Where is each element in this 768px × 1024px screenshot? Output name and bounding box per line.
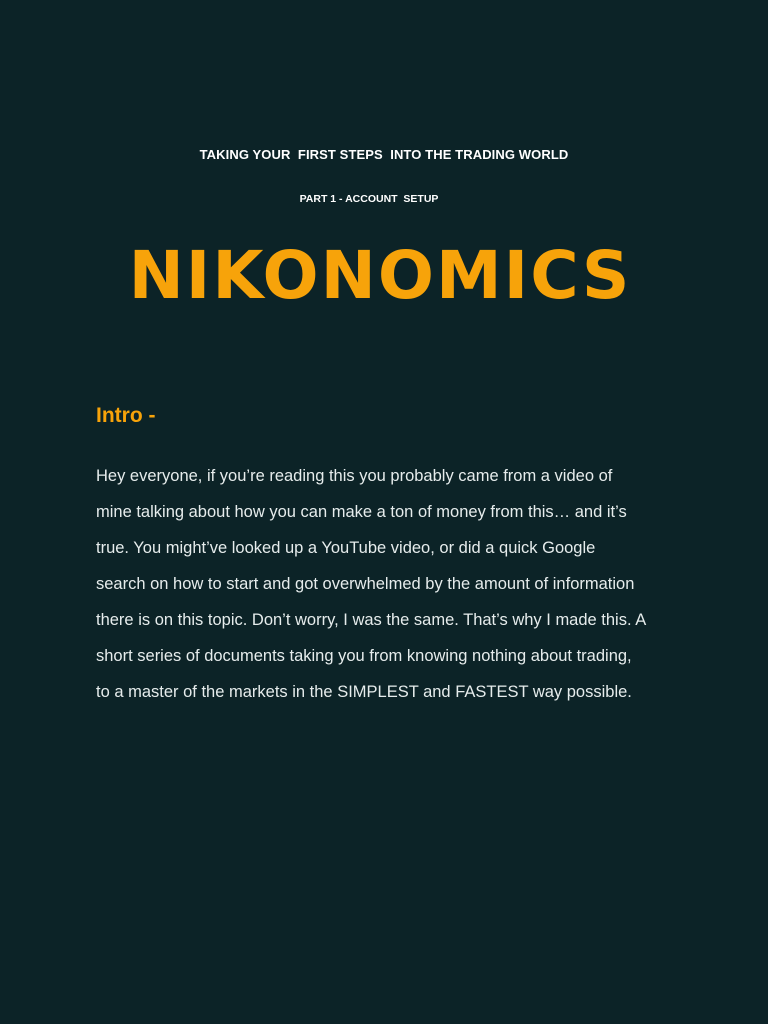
intro-paragraph xyxy=(96,458,686,710)
paragraph-line: mine talking about how you can make a ton of money from this… and it’s xyxy=(96,503,627,521)
paragraph-line: there is on this topic. Don’t worry, I was the same. That’s why I made this. A xyxy=(96,611,647,629)
paragraph-line: true. You might’ve looked up a YouTube video, or did a quick Google xyxy=(96,539,596,557)
part-label: PART 1 - ACCOUNT SETUP xyxy=(299,193,439,205)
document-eyebrow: TAKING YOUR FIRST STEPS INTO THE TRADING WORLD xyxy=(199,147,569,162)
paragraph-line: short series of documents taking you from knowing nothing about trading, xyxy=(96,647,632,665)
paragraph-line: to a master of the markets in the SIMPLEST and FASTEST way possible. xyxy=(96,683,632,701)
paragraph-line: search on how to start and got overwhelmed by the amount of information xyxy=(96,575,635,593)
brand-title: NIKONOMICS xyxy=(128,237,632,314)
paragraph-line: Hey everyone, if you’re reading this you probably came from a video of xyxy=(96,467,613,485)
intro-heading: Intro - xyxy=(96,404,156,427)
